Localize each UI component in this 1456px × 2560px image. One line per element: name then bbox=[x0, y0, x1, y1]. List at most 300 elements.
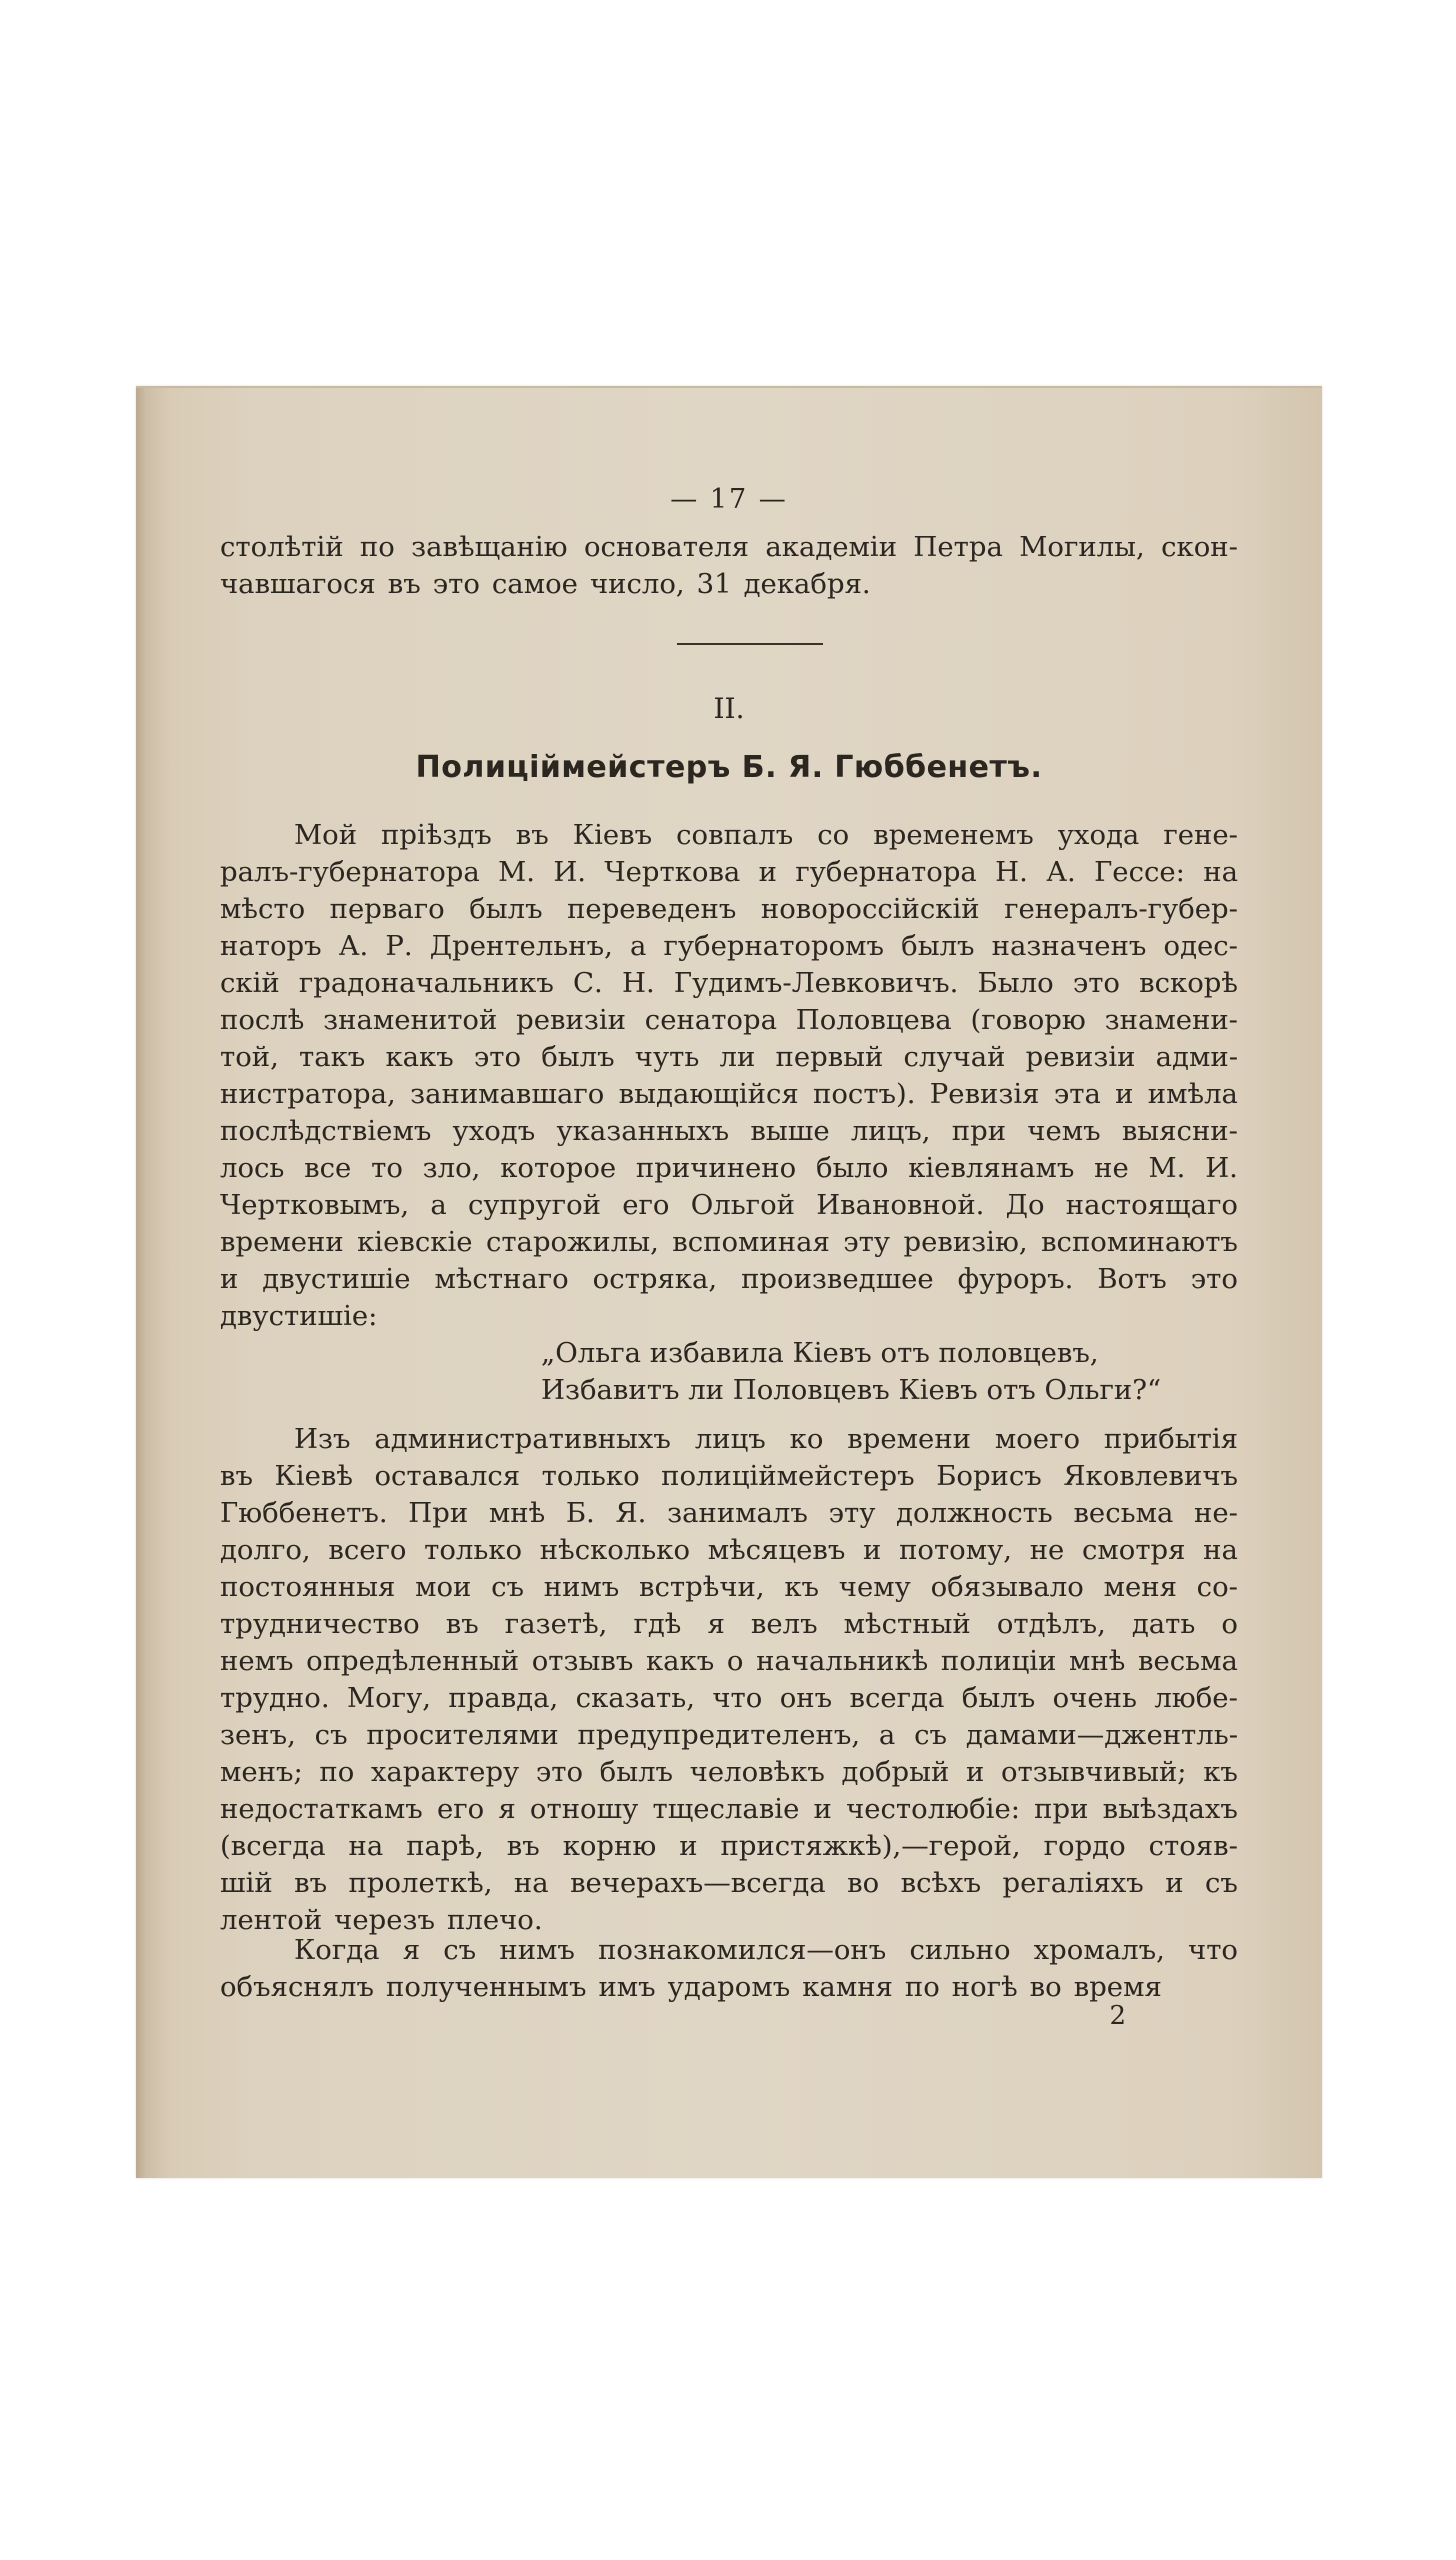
text-line bbox=[220, 1261, 1238, 1298]
word: Ивановной. bbox=[816, 1189, 985, 1221]
word: плечо. bbox=[447, 1904, 543, 1936]
word: губернатора bbox=[795, 856, 977, 888]
word: Гудимъ-Левковичъ. bbox=[673, 967, 959, 999]
word: отдѣлъ, bbox=[996, 1608, 1106, 1640]
word: академіи bbox=[765, 531, 898, 563]
word: число, bbox=[589, 568, 685, 600]
word: съ bbox=[491, 1571, 524, 1603]
word: остряка, bbox=[592, 1263, 718, 1295]
word: супругой bbox=[467, 1189, 601, 1221]
word: Половцева bbox=[795, 1004, 952, 1036]
word: Было bbox=[977, 967, 1054, 999]
word: нистратора, bbox=[220, 1078, 396, 1110]
text-line bbox=[220, 1643, 1238, 1680]
word: случай bbox=[903, 1041, 1006, 1073]
text-line bbox=[220, 1039, 1238, 1076]
word: къ bbox=[784, 1571, 820, 1603]
word: ухода bbox=[1057, 819, 1140, 851]
word: опредѣленный bbox=[306, 1645, 520, 1677]
page-edge-shadow bbox=[136, 388, 146, 2178]
chapter-number: II. bbox=[713, 692, 745, 725]
word: черезъ bbox=[334, 1904, 436, 1936]
word: А. bbox=[1046, 856, 1076, 888]
text-line bbox=[220, 1717, 1238, 1754]
text-line bbox=[220, 1002, 1238, 1039]
word: эту bbox=[828, 1497, 876, 1529]
word: только bbox=[541, 1460, 640, 1492]
word: чему bbox=[838, 1571, 911, 1603]
word: какъ bbox=[645, 1645, 715, 1677]
text-line bbox=[220, 1187, 1238, 1224]
text-line bbox=[220, 529, 1238, 566]
word: не- bbox=[1194, 1497, 1238, 1529]
word: занимавшаго bbox=[410, 1078, 605, 1110]
word: все bbox=[304, 1152, 352, 1184]
word: послѣдствіемъ bbox=[220, 1115, 432, 1147]
word: шій bbox=[220, 1867, 273, 1899]
word: а bbox=[878, 1719, 896, 1751]
word: Н. bbox=[995, 856, 1028, 888]
word: былъ bbox=[901, 930, 975, 962]
word: время bbox=[1073, 1971, 1162, 2003]
word: ко bbox=[789, 1423, 824, 1455]
word: мѣсто bbox=[220, 893, 306, 925]
verse-line-2: Избавитъ ли Половцевъ Кіевъ отъ Ольги?“ bbox=[541, 1374, 1162, 1406]
word: генералъ-губер- bbox=[1004, 893, 1238, 925]
text-line bbox=[220, 1606, 1238, 1643]
word: это bbox=[535, 1756, 584, 1788]
word: меня bbox=[1103, 1571, 1177, 1603]
word: Н. bbox=[621, 967, 655, 999]
word: встрѣчи, bbox=[639, 1571, 765, 1603]
word: С. bbox=[573, 967, 603, 999]
word: столѣтій bbox=[220, 531, 344, 563]
word: ревизіи bbox=[1025, 1041, 1136, 1073]
word: имъ bbox=[598, 1971, 656, 2003]
word: тщеславіе bbox=[652, 1793, 800, 1825]
word: трудничество bbox=[220, 1608, 420, 1640]
paragraph-1 bbox=[220, 817, 1238, 1335]
word: гене- bbox=[1163, 819, 1238, 851]
word: ралъ-губернатора bbox=[220, 856, 480, 888]
text-line bbox=[220, 1569, 1238, 1606]
word: характеру bbox=[370, 1756, 520, 1788]
word: со- bbox=[1196, 1571, 1238, 1603]
word: Гюббенетъ. bbox=[220, 1497, 388, 1529]
word: лицъ, bbox=[850, 1115, 931, 1147]
word: Ревизія bbox=[929, 1078, 1040, 1110]
word: и bbox=[1165, 1867, 1184, 1899]
word: знаменитой bbox=[323, 1004, 498, 1036]
word: во bbox=[1029, 1971, 1062, 2003]
word: При bbox=[408, 1497, 469, 1529]
word: Дрентельнъ, bbox=[429, 930, 613, 962]
text-line bbox=[220, 1828, 1238, 1865]
word: о bbox=[726, 1645, 744, 1677]
word: отношу bbox=[529, 1793, 639, 1825]
word: при bbox=[951, 1115, 1007, 1147]
word: переведенъ bbox=[567, 893, 737, 925]
word: мнѣ bbox=[488, 1497, 546, 1529]
word: честолюбіе: bbox=[846, 1793, 1020, 1825]
word: времени bbox=[847, 1423, 971, 1455]
word: вечерахъ—всегда bbox=[570, 1867, 826, 1899]
word: его bbox=[436, 1793, 485, 1825]
word: Петра bbox=[913, 531, 1003, 563]
verse-quote bbox=[541, 1335, 1161, 1409]
text-line bbox=[220, 1754, 1238, 1791]
word: мѣсяцевъ bbox=[707, 1534, 846, 1566]
word: это bbox=[1190, 1263, 1238, 1295]
word: это bbox=[1072, 967, 1120, 999]
word: объяснялъ bbox=[220, 1971, 375, 2003]
word: Яковлевичъ bbox=[1063, 1460, 1238, 1492]
word: отзывъ bbox=[531, 1645, 634, 1677]
word: только bbox=[424, 1534, 523, 1566]
word: полиціймейстеръ bbox=[661, 1460, 915, 1492]
word: двустишіе bbox=[262, 1263, 411, 1295]
word: должность bbox=[896, 1497, 1053, 1529]
word: корню bbox=[562, 1830, 657, 1862]
word: въ bbox=[294, 1867, 328, 1899]
word: постоянныя bbox=[220, 1571, 396, 1603]
word: Мой bbox=[294, 819, 358, 851]
word: и bbox=[813, 1793, 832, 1825]
word: М. bbox=[1148, 1152, 1186, 1184]
word: прибытія bbox=[1103, 1423, 1238, 1455]
word: въ bbox=[220, 1460, 253, 1492]
word: Р. bbox=[385, 930, 413, 962]
word: такъ bbox=[299, 1041, 366, 1073]
word: причинено bbox=[635, 1152, 797, 1184]
word: наторъ bbox=[220, 930, 322, 962]
word: человѣкъ bbox=[689, 1756, 825, 1788]
word: вспоминая bbox=[672, 1226, 830, 1258]
word: ногѣ bbox=[951, 1971, 1018, 2003]
word: что bbox=[712, 1682, 763, 1714]
word: Черткова bbox=[604, 856, 741, 888]
word: основателя bbox=[583, 531, 750, 563]
word: трудно. bbox=[220, 1682, 330, 1714]
text-line bbox=[220, 1113, 1238, 1150]
word: Чертковымъ, bbox=[220, 1189, 410, 1221]
word: постъ). bbox=[813, 1078, 916, 1110]
word: потому, bbox=[899, 1534, 1013, 1566]
word: скон- bbox=[1161, 531, 1238, 563]
word: то bbox=[371, 1152, 403, 1184]
text-line bbox=[220, 817, 1238, 854]
word: ли bbox=[719, 1041, 756, 1073]
word: дать bbox=[1131, 1608, 1196, 1640]
word: Б. bbox=[565, 1497, 595, 1529]
word: 31 bbox=[696, 568, 732, 600]
word: въ bbox=[445, 1608, 479, 1640]
word: Кіевѣ bbox=[274, 1460, 353, 1492]
word: во bbox=[847, 1867, 880, 1899]
word: перваго bbox=[329, 893, 445, 925]
word: пролеткѣ, bbox=[348, 1867, 493, 1899]
word: пріѣздъ bbox=[381, 819, 492, 851]
word: И. bbox=[1205, 1152, 1238, 1184]
word: Изъ bbox=[294, 1423, 351, 1455]
word: я bbox=[707, 1608, 725, 1640]
word: весьма bbox=[1073, 1497, 1174, 1529]
word: просителями bbox=[366, 1719, 559, 1751]
word: на bbox=[513, 1867, 549, 1899]
word: Кіевъ bbox=[572, 819, 653, 851]
word: былъ bbox=[961, 1682, 1036, 1714]
word: адми- bbox=[1155, 1041, 1238, 1073]
word: и bbox=[1115, 1078, 1134, 1110]
section-divider bbox=[677, 643, 823, 645]
word: въ bbox=[506, 1830, 540, 1862]
word: мнѣ bbox=[1069, 1645, 1126, 1677]
word: завѣщанію bbox=[411, 531, 568, 563]
text-line bbox=[220, 1224, 1238, 1261]
word: совпалъ bbox=[676, 819, 794, 851]
word: времени bbox=[220, 1226, 344, 1258]
signature-mark: 2 bbox=[1109, 2001, 1126, 2031]
word: лентой bbox=[220, 1904, 323, 1936]
word: зенъ, bbox=[220, 1719, 296, 1751]
word: и bbox=[758, 856, 777, 888]
word: выѣздахъ bbox=[1102, 1793, 1238, 1825]
word: не bbox=[1029, 1534, 1065, 1566]
word: любе- bbox=[1154, 1682, 1238, 1714]
word: послѣ bbox=[220, 1004, 305, 1036]
word: вскорѣ bbox=[1139, 967, 1238, 999]
word: очень bbox=[1052, 1682, 1137, 1714]
word: Вотъ bbox=[1097, 1263, 1167, 1295]
word: съ bbox=[914, 1719, 948, 1751]
word: зло, bbox=[422, 1152, 481, 1184]
word: нимъ bbox=[499, 1934, 575, 1966]
word: двустишіе: bbox=[220, 1300, 378, 1332]
word: А. bbox=[338, 930, 369, 962]
word: декабря. bbox=[743, 568, 871, 600]
word: въ bbox=[515, 819, 549, 851]
word: выясни- bbox=[1121, 1115, 1238, 1147]
word: всего bbox=[328, 1534, 407, 1566]
word: новороссійскій bbox=[760, 893, 980, 925]
word: а bbox=[430, 1189, 447, 1221]
word: предупредителенъ, bbox=[577, 1719, 861, 1751]
chapter-title: Полиціймейстеръ Б. Я. Гюббенетъ. bbox=[415, 750, 1043, 785]
word: всѣхъ bbox=[900, 1867, 982, 1899]
book-page bbox=[136, 386, 1322, 2178]
word: не bbox=[1094, 1152, 1129, 1184]
word: дамами—джентль- bbox=[965, 1719, 1238, 1751]
verse-line-1: „Ольга избавила Кіевъ отъ половцевъ, bbox=[541, 1337, 1099, 1369]
word: кіевлянамъ bbox=[908, 1152, 1075, 1184]
word: (говорю bbox=[970, 1004, 1086, 1036]
word: недостаткамъ bbox=[220, 1793, 423, 1825]
word: отзывчивый; bbox=[1000, 1756, 1187, 1788]
word: первый bbox=[775, 1041, 884, 1073]
text-line bbox=[220, 928, 1238, 965]
text-line bbox=[220, 1791, 1238, 1828]
word: сенатора bbox=[644, 1004, 777, 1036]
word: имѣла bbox=[1147, 1078, 1238, 1110]
text-line bbox=[220, 1532, 1238, 1569]
word: самое bbox=[491, 568, 578, 600]
word: менъ; bbox=[220, 1756, 303, 1788]
word: эта bbox=[1053, 1078, 1101, 1110]
text-line bbox=[220, 891, 1238, 928]
word: начальникѣ bbox=[756, 1645, 929, 1677]
word: полиціи bbox=[940, 1645, 1057, 1677]
word: его bbox=[622, 1189, 670, 1221]
word: и bbox=[966, 1756, 985, 1788]
word: и bbox=[679, 1830, 698, 1862]
word: уходъ bbox=[452, 1115, 536, 1147]
word: оставался bbox=[374, 1460, 521, 1492]
word: которое bbox=[500, 1152, 617, 1184]
text-line bbox=[220, 1298, 1238, 1335]
word: До bbox=[1005, 1189, 1045, 1221]
word: парѣ, bbox=[406, 1830, 484, 1862]
word: губернаторомъ bbox=[663, 930, 885, 962]
page-number: — 17 — bbox=[670, 484, 788, 515]
word: сказать, bbox=[575, 1682, 695, 1714]
word: Когда bbox=[294, 1934, 380, 1966]
word: М. bbox=[498, 856, 535, 888]
text-line bbox=[220, 1421, 1238, 1458]
text-line bbox=[220, 1680, 1238, 1717]
word: градоначальникъ bbox=[298, 967, 554, 999]
word: мѣстнаго bbox=[434, 1263, 569, 1295]
word: весьма bbox=[1138, 1645, 1238, 1677]
text-line bbox=[220, 854, 1238, 891]
word: стояв- bbox=[1148, 1830, 1238, 1862]
word: моего bbox=[994, 1423, 1081, 1455]
word: (всегда bbox=[220, 1830, 326, 1862]
word: нимъ bbox=[543, 1571, 620, 1603]
word: чуть bbox=[634, 1041, 700, 1073]
word: одес- bbox=[1163, 930, 1238, 962]
word: былъ bbox=[599, 1756, 674, 1788]
word: указанныхъ bbox=[556, 1115, 730, 1147]
word: газетѣ, bbox=[504, 1608, 608, 1640]
word: Гессе: bbox=[1094, 856, 1185, 888]
word: и bbox=[863, 1534, 882, 1566]
word: былъ bbox=[541, 1041, 615, 1073]
word: былъ bbox=[469, 893, 543, 925]
word: велъ bbox=[750, 1608, 818, 1640]
word: эту bbox=[843, 1226, 891, 1258]
word: при bbox=[1034, 1793, 1089, 1825]
word: въ bbox=[387, 568, 421, 600]
word: нѣсколько bbox=[539, 1534, 691, 1566]
word: мои bbox=[415, 1571, 472, 1603]
word: регаліяхъ bbox=[1002, 1867, 1144, 1899]
word: той, bbox=[220, 1041, 279, 1073]
word: какъ bbox=[385, 1041, 454, 1073]
word: гордо bbox=[1043, 1830, 1126, 1862]
word: занималъ bbox=[667, 1497, 808, 1529]
word: ревизіи bbox=[516, 1004, 626, 1036]
word: ревизію, bbox=[903, 1226, 1028, 1258]
word: добрый bbox=[841, 1756, 950, 1788]
word: лицъ bbox=[694, 1423, 766, 1455]
word: на bbox=[1203, 1534, 1238, 1566]
word: лось bbox=[220, 1152, 285, 1184]
word: что bbox=[1188, 1934, 1238, 1966]
word: я bbox=[402, 1934, 421, 1966]
word: произведшее bbox=[741, 1263, 934, 1295]
word: немъ bbox=[220, 1645, 294, 1677]
word: знамени- bbox=[1104, 1004, 1238, 1036]
word: гдѣ bbox=[633, 1608, 682, 1640]
word: вспоминаютъ bbox=[1041, 1226, 1238, 1258]
word: Борисъ bbox=[936, 1460, 1042, 1492]
word: выдающійся bbox=[618, 1078, 799, 1110]
word: Могилы, bbox=[1019, 531, 1145, 563]
word: фуроръ. bbox=[957, 1263, 1074, 1295]
word: по bbox=[359, 531, 395, 563]
word: кіевскіе bbox=[357, 1226, 473, 1258]
word: Могу, bbox=[346, 1682, 431, 1714]
text-line bbox=[220, 566, 1238, 603]
word: скій bbox=[220, 967, 280, 999]
word: временемъ bbox=[873, 819, 1034, 851]
word: правда, bbox=[448, 1682, 559, 1714]
text-line bbox=[220, 1150, 1238, 1187]
word: выше bbox=[750, 1115, 830, 1147]
word: назначенъ bbox=[991, 930, 1147, 962]
word: пристяжкѣ),—герой, bbox=[720, 1830, 1021, 1862]
text-line bbox=[220, 1865, 1238, 1902]
text-line bbox=[220, 1076, 1238, 1113]
word: настоящаго bbox=[1065, 1189, 1238, 1221]
word: съ bbox=[1205, 1867, 1238, 1899]
word: мѣстный bbox=[843, 1608, 971, 1640]
word: обязывало bbox=[930, 1571, 1084, 1603]
word: было bbox=[815, 1152, 889, 1184]
word: чавшагося bbox=[220, 568, 376, 600]
word: Ольгой bbox=[690, 1189, 795, 1221]
word: смотря bbox=[1081, 1534, 1186, 1566]
paragraph-3 bbox=[220, 1932, 1238, 2006]
word: полученнымъ bbox=[386, 1971, 587, 2003]
word: онъ bbox=[779, 1682, 833, 1714]
word: Я. bbox=[615, 1497, 647, 1529]
word: со bbox=[817, 819, 850, 851]
text-line bbox=[220, 1932, 1238, 1969]
word: познакомился—онъ bbox=[598, 1934, 887, 1966]
word: долго, bbox=[220, 1534, 311, 1566]
word: и bbox=[220, 1263, 239, 1295]
word: это bbox=[473, 1041, 522, 1073]
word: съ bbox=[314, 1719, 348, 1751]
word: а bbox=[629, 930, 647, 962]
word: ударомъ bbox=[667, 1971, 791, 2003]
word: къ bbox=[1203, 1756, 1238, 1788]
word: сильно bbox=[909, 1934, 1011, 1966]
word: хромалъ, bbox=[1033, 1934, 1165, 1966]
carryover-paragraph bbox=[220, 529, 1238, 603]
word: по bbox=[904, 1971, 940, 2003]
word: камня bbox=[802, 1971, 893, 2003]
word: всегда bbox=[849, 1682, 945, 1714]
word: это bbox=[432, 568, 480, 600]
word: И. bbox=[553, 856, 587, 888]
word: о bbox=[1221, 1608, 1238, 1640]
word: административныхъ bbox=[374, 1423, 671, 1455]
word: я bbox=[498, 1793, 516, 1825]
word: на bbox=[1203, 856, 1238, 888]
word: по bbox=[319, 1756, 355, 1788]
